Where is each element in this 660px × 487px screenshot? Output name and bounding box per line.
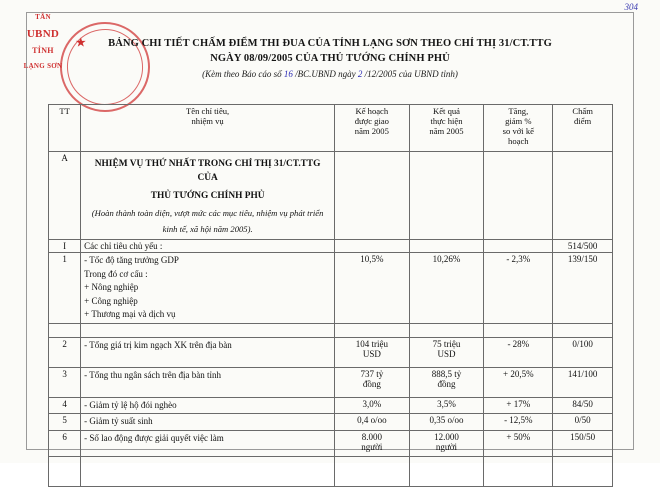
group-row-I bbox=[49, 240, 613, 253]
seal-line-2: UBND bbox=[26, 28, 60, 40]
group-result bbox=[409, 240, 484, 253]
table-row bbox=[49, 430, 613, 456]
header-result-line-2: thực hiện bbox=[430, 116, 463, 126]
row-plan-line: 8.000 bbox=[361, 431, 382, 442]
spacer-plan bbox=[335, 323, 410, 337]
table-header-row bbox=[49, 105, 613, 152]
row-score: 84/50 bbox=[553, 397, 613, 414]
header-plan bbox=[335, 105, 410, 152]
row-score: 0/100 bbox=[553, 337, 613, 367]
row-plan-line: 104 triệu bbox=[355, 338, 388, 349]
spacer-row bbox=[49, 323, 613, 337]
row-result: 0,35 o/oo bbox=[409, 414, 484, 431]
scoring-table-wrapper bbox=[48, 104, 613, 487]
row-plan: 3,0% bbox=[335, 397, 410, 414]
row-pct: - 12,5% bbox=[484, 414, 553, 431]
header-plan-line-3: năm 2005 bbox=[354, 126, 389, 136]
row-result bbox=[409, 337, 484, 367]
row-pct: + 50% bbox=[484, 430, 553, 456]
group-pct bbox=[484, 240, 553, 253]
empty-score bbox=[553, 456, 613, 486]
spacer-result bbox=[409, 323, 484, 337]
row-pct: - 2,3% bbox=[484, 253, 553, 324]
document-title-line-2: NGÀY 08/09/2005 CỦA THỦ TƯỚNG CHÍNH PHỦ bbox=[210, 53, 450, 65]
row-result-line: 75 triệu bbox=[432, 338, 461, 349]
header-plan-line-2: được giao bbox=[354, 116, 389, 126]
row-plan-line: 737 tỷ bbox=[360, 368, 384, 379]
group-score: 514/500 bbox=[553, 240, 613, 253]
spacer-score bbox=[553, 323, 613, 337]
row-result: 3,5% bbox=[409, 397, 484, 414]
reference-suffix: /12/2005 của UBND tỉnh) bbox=[364, 69, 458, 80]
header-pct-line-1: Tăng, bbox=[508, 106, 529, 116]
section-pct bbox=[484, 152, 553, 240]
section-title-line-1: NHIỆM VỤ THỨ NHẤT TRONG CHỈ THỊ 31/CT.TTG CỦA bbox=[94, 159, 321, 184]
row-name-line: - Tốc độ tăng trưởng GDP bbox=[84, 255, 179, 266]
row-name: - Giảm tỷ lệ hộ đói nghèo bbox=[81, 397, 335, 414]
row-plan-line: USD bbox=[362, 348, 381, 359]
row-name: - Giảm tỷ suất sinh bbox=[81, 414, 335, 431]
row-result bbox=[409, 430, 484, 456]
row-pct: - 28% bbox=[484, 337, 553, 367]
row-name-line: Trong đó cơ cấu : bbox=[84, 268, 148, 279]
row-plan: 0,4 o/oo bbox=[335, 414, 410, 431]
row-name: - Tổng giá trị kim ngạch XK trên địa bàn bbox=[81, 337, 335, 367]
header-tt: TT bbox=[49, 105, 81, 152]
empty-row bbox=[49, 456, 613, 486]
spacer-tt bbox=[49, 323, 81, 337]
table-row bbox=[49, 367, 613, 397]
reference-middle: /BC.UBND ngày bbox=[295, 69, 356, 80]
row-result-line: USD bbox=[437, 348, 456, 359]
row-tt: 4 bbox=[49, 397, 81, 414]
row-plan: 10,5% bbox=[335, 253, 410, 324]
seal-line-1: TÂN bbox=[35, 13, 51, 21]
header-plan-line-1: Kế hoạch bbox=[355, 106, 389, 116]
header-name-line-2: nhiệm vụ bbox=[191, 116, 224, 126]
row-score: 141/100 bbox=[553, 367, 613, 397]
header-score-line-1: Chấm bbox=[572, 106, 593, 116]
row-tt: 6 bbox=[49, 430, 81, 456]
row-score: 0/50 bbox=[553, 414, 613, 431]
document-header bbox=[40, 36, 620, 79]
row-tt: 5 bbox=[49, 414, 81, 431]
empty-plan bbox=[335, 456, 410, 486]
row-plan bbox=[335, 430, 410, 456]
reference-prefix: (Kèm theo Báo cáo số bbox=[202, 69, 282, 80]
section-row-A bbox=[49, 152, 613, 240]
section-tt: A bbox=[49, 152, 81, 240]
group-plan bbox=[335, 240, 410, 253]
row-name bbox=[81, 253, 335, 324]
header-score-line-2: điểm bbox=[574, 116, 592, 126]
row-result: 10,26% bbox=[409, 253, 484, 324]
row-result-line: người bbox=[435, 441, 458, 452]
header-name bbox=[81, 105, 335, 152]
reference-number-handwritten: 16 bbox=[283, 69, 293, 80]
header-result-line-1: Kết quả bbox=[433, 106, 460, 116]
row-name-line: + Thương mại và dịch vụ bbox=[84, 309, 176, 320]
table-head bbox=[49, 105, 613, 152]
spacer-name bbox=[81, 323, 335, 337]
row-tt: 3 bbox=[49, 367, 81, 397]
section-title-line-2: THỦ TƯỚNG CHÍNH PHỦ bbox=[150, 191, 265, 202]
header-change-pct bbox=[484, 105, 553, 152]
seal-line-3: TỈNH bbox=[32, 46, 54, 55]
row-score: 150/50 bbox=[553, 430, 613, 456]
row-tt: 1 bbox=[49, 253, 81, 324]
section-note-line-2: kinh tế, xã hội năm 2005). bbox=[162, 223, 253, 234]
row-plan bbox=[335, 367, 410, 397]
header-result bbox=[409, 105, 484, 152]
spacer-pct bbox=[484, 323, 553, 337]
header-name-line-1: Tên chỉ tiêu, bbox=[186, 106, 230, 116]
group-tt: I bbox=[49, 240, 81, 253]
reference-day-handwritten: 2 bbox=[357, 69, 363, 80]
section-score bbox=[553, 152, 613, 240]
row-tt: 2 bbox=[49, 337, 81, 367]
row-plan-line: người bbox=[361, 441, 383, 452]
row-plan bbox=[335, 337, 410, 367]
group-name: Các chỉ tiêu chủ yếu : bbox=[81, 240, 335, 253]
header-pct-line-3: so với kế bbox=[502, 126, 534, 136]
section-plan bbox=[335, 152, 410, 240]
row-name-line: + Công nghiệp bbox=[84, 295, 138, 306]
star-icon: ★ bbox=[75, 37, 87, 49]
scoring-table bbox=[48, 104, 613, 487]
document-title-line-1: BẢNG CHI TIẾT CHẤM ĐIỂM THI ĐUA CỦA TỈNH LẠNG SƠN THEO CHỈ THỊ 31/CT.TTG bbox=[108, 38, 552, 49]
row-result-line: 12.000 bbox=[434, 431, 459, 442]
table-row bbox=[49, 253, 613, 324]
corner-page-mark: 304 bbox=[624, 2, 638, 12]
row-pct: + 17% bbox=[484, 397, 553, 414]
table-row bbox=[49, 414, 613, 431]
row-name: - Tổng thu ngân sách trên địa bàn tỉnh bbox=[81, 367, 335, 397]
section-content bbox=[81, 152, 335, 240]
row-result bbox=[409, 367, 484, 397]
section-note-line-1: (Hoàn thành toàn diện, vượt mức các mục tiêu, nhiệm vụ phát triển bbox=[91, 208, 324, 219]
row-name: - Số lao động được giải quyết việc làm bbox=[81, 430, 335, 456]
table-body bbox=[49, 152, 613, 487]
row-pct: + 20,5% bbox=[484, 367, 553, 397]
table-row bbox=[49, 337, 613, 367]
row-result-line: 888,5 tỷ bbox=[431, 368, 462, 379]
header-pct-line-2: giảm % bbox=[505, 116, 532, 126]
section-result bbox=[409, 152, 484, 240]
document-reference-note bbox=[40, 69, 620, 79]
seal-line-4: LẠNG SƠN bbox=[23, 62, 63, 70]
row-name-line: + Nông nghiệp bbox=[84, 282, 139, 293]
row-result-line: đồng bbox=[437, 378, 456, 389]
header-pct-line-4: hoạch bbox=[508, 136, 529, 146]
empty-result bbox=[409, 456, 484, 486]
header-result-line-3: năm 2005 bbox=[429, 126, 464, 136]
header-score bbox=[553, 105, 613, 152]
empty-tt bbox=[49, 456, 81, 486]
table-row bbox=[49, 397, 613, 414]
row-score: 139/150 bbox=[553, 253, 613, 324]
empty-pct bbox=[484, 456, 553, 486]
row-plan-line: đồng bbox=[362, 378, 381, 389]
empty-name bbox=[81, 456, 335, 486]
